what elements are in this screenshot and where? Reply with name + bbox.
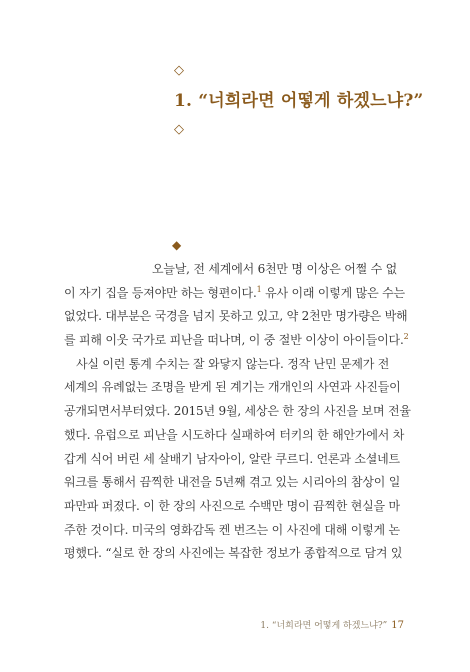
paragraph-line: 주한 것이다. 미국의 영화감독 켄 번즈는 이 사진에 대해 이렇게 논: [64, 522, 400, 537]
paragraph-line: 평했다. “실로 한 장의 사진에는 복잡한 정보가 종합적으로 담겨 있: [64, 546, 403, 561]
page-footer: [260, 618, 404, 631]
footnote-marker: 1: [256, 284, 262, 294]
body-text: [64, 258, 411, 566]
paragraph-line: 오늘날, 전 세계에서 6천만 명 이상은 어쩔 수 없: [152, 262, 398, 276]
line-text: 를 피해 이웃 국가로 피난을 떠나며, 이 중 절반 이상이 아이들이다.: [64, 333, 404, 348]
line-text: 유사 이래 이렇게 많은 수는: [261, 285, 405, 300]
footnote-marker: 2: [403, 332, 409, 342]
paragraph-line: 파만파 퍼졌다. 이 한 장의 사진으로 수백만 명이 끔찍한 현실을 마: [64, 498, 400, 513]
paragraph-line: 세계의 유례없는 조명을 받게 된 계기는 개개인의 사연과 사진들이: [64, 380, 401, 395]
diamond-solid-icon: ◆: [172, 238, 182, 252]
paragraph-line: 공개되면서부터였다. 2015년 9월, 세상은 한 장의 사진을 보며 전율: [64, 404, 411, 419]
running-head: 1. “너희라면 어떻게 하겠느냐?”: [260, 621, 388, 631]
paragraph-line: 했다. 유럽으로 피난을 시도하다 실패하여 터키의 한 해안가에서 차: [64, 427, 405, 442]
paragraph-line: [64, 329, 409, 353]
chapter-title: 1. “너희라면 어떻게 하겠느냐?”: [174, 91, 424, 111]
paragraph-line: 워크를 통해서 끔찍한 내전을 5년째 겪고 있는 시리아의 참상이 일: [64, 475, 401, 490]
paragraph-line: 갑게 식어 버린 세 살배기 남자아이, 알란 쿠르디. 언론과 소셜네트: [64, 451, 400, 466]
line-text: 이 자기 집을 등져야만 하는 형편이다.: [64, 285, 257, 300]
paragraph-line: 없었다. 대부분은 국경을 넘지 못하고 있고, 약 2천만 명가량은 박해: [64, 309, 408, 324]
diamond-outline-icon: ◇: [174, 63, 184, 78]
paragraph-line: [64, 282, 406, 306]
paragraph-line: 사실 이런 통계 수치는 잘 와닿지 않는다. 정작 난민 문제가 전: [76, 356, 390, 371]
page-number: 17: [391, 620, 404, 631]
diamond-outline-icon: ◇: [174, 122, 184, 137]
